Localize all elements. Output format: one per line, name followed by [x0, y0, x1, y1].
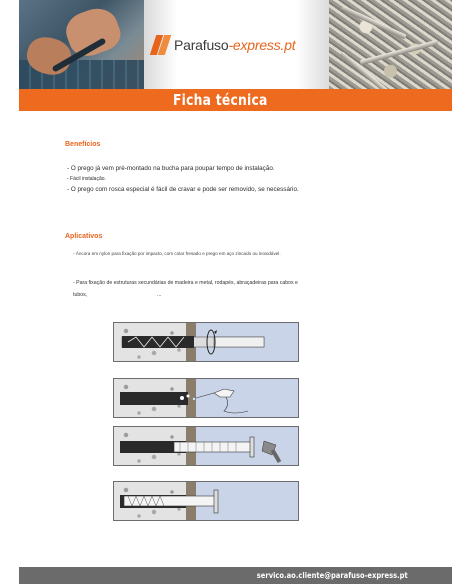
aplicativo-ellipsis: ...: [157, 292, 162, 298]
drill-bit-icon: [114, 323, 299, 362]
footer-bar: [19, 567, 452, 584]
beneficio-item: - Fácil instalação.: [67, 176, 106, 182]
aplicativos-heading: Aplicativos: [65, 233, 103, 240]
aplicativo-item: - Âncora em nylon para fixação por impacto, com colar fresado e prego em aço zincado ou inoxidável.: [73, 251, 281, 256]
aplicativo-item: - Para fixação de estruturas secundárias de madeira e metal, rodapés, abraçadeiras para cabos e: [73, 280, 298, 286]
logo-mark-icon: [150, 35, 170, 55]
step-insert-diagram: [113, 426, 299, 466]
aplicativo-item: tubos,: [73, 292, 88, 298]
step-installed-diagram: [113, 481, 299, 521]
beneficio-item: - O prego já vem pré-montado na bucha para poupar tempo de instalação.: [67, 165, 275, 172]
step-drill-diagram: [113, 322, 299, 362]
company-logo: [150, 34, 310, 56]
page-title: Ficha técnica: [173, 91, 268, 109]
contact-email[interactable]: servico.ao.cliente@parafuso-express.pt: [257, 571, 408, 580]
hammer-icon: [114, 427, 299, 466]
hands-with-tools-photo: [19, 0, 144, 89]
beneficios-heading: Benefícios: [65, 141, 101, 148]
air-blower-icon: [114, 379, 299, 418]
logo-suffix: -express.pt: [228, 37, 296, 53]
title-bar: [19, 89, 452, 111]
step-clean-diagram: [113, 378, 299, 418]
logo-text: [174, 37, 296, 53]
beneficio-item: - O prego com rosca especial é fácil de cravar e pode ser removido, se necessário.: [67, 186, 299, 193]
logo-brand: Parafuso: [174, 37, 229, 53]
anchor-icon: [114, 482, 299, 521]
screws-pile-photo: [329, 0, 452, 89]
